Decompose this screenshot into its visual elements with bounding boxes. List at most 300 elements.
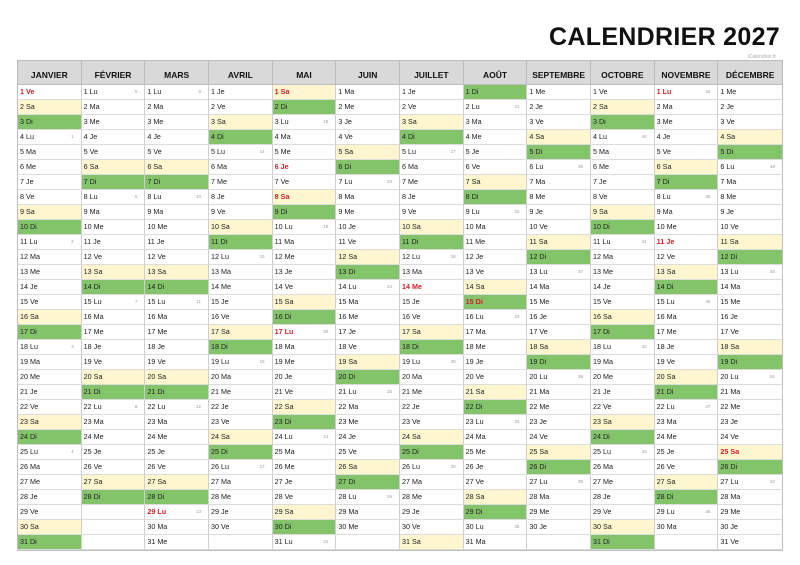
day-cell[interactable] — [718, 220, 782, 235]
day-cell[interactable] — [718, 460, 782, 475]
day-cell[interactable] — [464, 370, 528, 385]
day-cell[interactable] — [273, 535, 337, 550]
day-cell[interactable] — [591, 385, 655, 400]
day-cell[interactable] — [527, 505, 591, 520]
day-cell[interactable] — [591, 415, 655, 430]
day-cell[interactable] — [209, 190, 273, 205]
day-cell[interactable] — [336, 355, 400, 370]
day-cell[interactable] — [18, 265, 82, 280]
day-cell[interactable] — [400, 295, 464, 310]
day-cell[interactable] — [400, 535, 464, 550]
day-cell[interactable] — [464, 400, 528, 415]
day-cell[interactable] — [718, 295, 782, 310]
day-cell[interactable] — [527, 220, 591, 235]
day-cell[interactable] — [400, 220, 464, 235]
day-cell[interactable] — [18, 505, 82, 520]
day-cell[interactable] — [273, 205, 337, 220]
day-cell[interactable] — [527, 445, 591, 460]
day-cell[interactable] — [400, 355, 464, 370]
day-cell[interactable] — [273, 265, 337, 280]
day-cell[interactable] — [145, 325, 209, 340]
day-cell[interactable] — [336, 520, 400, 535]
day-cell[interactable] — [145, 310, 209, 325]
day-cell[interactable] — [18, 400, 82, 415]
day-cell[interactable] — [718, 325, 782, 340]
day-cell[interactable] — [655, 235, 719, 250]
day-cell[interactable] — [718, 280, 782, 295]
day-cell[interactable] — [655, 520, 719, 535]
day-cell[interactable] — [18, 490, 82, 505]
day-cell[interactable] — [145, 415, 209, 430]
day-cell[interactable] — [145, 235, 209, 250]
day-cell[interactable] — [336, 370, 400, 385]
day-cell[interactable] — [400, 370, 464, 385]
day-cell[interactable] — [273, 520, 337, 535]
day-cell[interactable] — [591, 325, 655, 340]
day-cell[interactable] — [209, 505, 273, 520]
day-cell[interactable] — [464, 100, 528, 115]
day-cell[interactable] — [400, 145, 464, 160]
day-cell[interactable] — [82, 115, 146, 130]
day-cell[interactable] — [591, 505, 655, 520]
day-cell[interactable] — [273, 235, 337, 250]
day-cell[interactable] — [273, 325, 337, 340]
day-cell[interactable] — [400, 325, 464, 340]
day-cell[interactable] — [145, 85, 209, 100]
day-cell[interactable] — [273, 145, 337, 160]
day-cell[interactable] — [82, 430, 146, 445]
day-cell[interactable] — [464, 415, 528, 430]
day-cell[interactable] — [18, 130, 82, 145]
day-cell[interactable] — [591, 235, 655, 250]
day-cell[interactable] — [464, 205, 528, 220]
day-cell[interactable] — [18, 370, 82, 385]
day-cell[interactable] — [273, 445, 337, 460]
day-cell[interactable] — [718, 535, 782, 550]
day-cell[interactable] — [145, 160, 209, 175]
day-cell[interactable] — [591, 115, 655, 130]
day-cell[interactable] — [336, 385, 400, 400]
day-cell[interactable] — [400, 175, 464, 190]
day-cell[interactable] — [145, 265, 209, 280]
day-cell[interactable] — [718, 250, 782, 265]
day-cell[interactable] — [209, 160, 273, 175]
day-cell[interactable] — [273, 415, 337, 430]
day-cell[interactable] — [209, 415, 273, 430]
day-cell[interactable] — [527, 520, 591, 535]
day-cell[interactable] — [273, 295, 337, 310]
day-cell[interactable] — [209, 460, 273, 475]
day-cell[interactable] — [655, 160, 719, 175]
day-cell[interactable] — [209, 490, 273, 505]
day-cell[interactable] — [273, 130, 337, 145]
day-cell[interactable] — [718, 385, 782, 400]
day-cell[interactable] — [209, 235, 273, 250]
day-cell[interactable] — [18, 385, 82, 400]
day-cell[interactable] — [336, 205, 400, 220]
day-cell[interactable] — [18, 175, 82, 190]
day-cell[interactable] — [82, 250, 146, 265]
day-cell[interactable] — [527, 205, 591, 220]
day-cell[interactable] — [18, 235, 82, 250]
day-cell[interactable] — [82, 295, 146, 310]
day-cell[interactable] — [336, 130, 400, 145]
day-cell[interactable] — [273, 385, 337, 400]
day-cell[interactable] — [336, 145, 400, 160]
day-cell[interactable] — [209, 310, 273, 325]
day-cell[interactable] — [591, 475, 655, 490]
day-cell[interactable] — [209, 115, 273, 130]
day-cell[interactable] — [209, 445, 273, 460]
day-cell[interactable] — [655, 370, 719, 385]
day-cell[interactable] — [464, 520, 528, 535]
day-cell[interactable] — [209, 340, 273, 355]
day-cell[interactable] — [718, 415, 782, 430]
day-cell[interactable] — [273, 340, 337, 355]
day-cell[interactable] — [655, 415, 719, 430]
day-cell[interactable] — [718, 445, 782, 460]
day-cell[interactable] — [209, 130, 273, 145]
day-cell[interactable] — [400, 490, 464, 505]
day-cell[interactable] — [655, 250, 719, 265]
day-cell[interactable] — [527, 415, 591, 430]
day-cell[interactable] — [655, 145, 719, 160]
day-cell[interactable] — [527, 310, 591, 325]
day-cell[interactable] — [336, 250, 400, 265]
day-cell[interactable] — [209, 175, 273, 190]
day-cell[interactable] — [718, 355, 782, 370]
day-cell[interactable] — [464, 265, 528, 280]
day-cell[interactable] — [273, 220, 337, 235]
day-cell[interactable] — [336, 430, 400, 445]
day-cell[interactable] — [655, 175, 719, 190]
day-cell[interactable] — [209, 280, 273, 295]
day-cell[interactable] — [18, 520, 82, 535]
day-cell[interactable] — [655, 445, 719, 460]
day-cell[interactable] — [464, 445, 528, 460]
day-cell[interactable] — [145, 535, 209, 550]
day-cell[interactable] — [591, 250, 655, 265]
day-cell[interactable] — [591, 190, 655, 205]
day-cell[interactable] — [82, 130, 146, 145]
day-cell[interactable] — [655, 490, 719, 505]
day-cell[interactable] — [464, 355, 528, 370]
day-cell[interactable] — [591, 445, 655, 460]
day-cell[interactable] — [400, 280, 464, 295]
day-cell[interactable] — [464, 505, 528, 520]
day-cell[interactable] — [464, 460, 528, 475]
day-cell[interactable] — [464, 190, 528, 205]
day-cell[interactable] — [591, 310, 655, 325]
day-cell[interactable] — [591, 160, 655, 175]
day-cell[interactable] — [336, 235, 400, 250]
day-cell[interactable] — [273, 310, 337, 325]
day-cell[interactable] — [82, 160, 146, 175]
day-cell[interactable] — [18, 340, 82, 355]
day-cell[interactable] — [718, 115, 782, 130]
day-cell[interactable] — [18, 160, 82, 175]
day-cell[interactable] — [400, 130, 464, 145]
day-cell[interactable] — [145, 385, 209, 400]
day-cell[interactable] — [273, 400, 337, 415]
day-cell[interactable] — [655, 325, 719, 340]
day-cell[interactable] — [145, 370, 209, 385]
day-cell[interactable] — [273, 85, 337, 100]
day-cell[interactable] — [273, 490, 337, 505]
day-cell[interactable] — [336, 475, 400, 490]
day-cell[interactable] — [82, 355, 146, 370]
day-cell[interactable] — [400, 235, 464, 250]
day-cell[interactable] — [145, 175, 209, 190]
day-cell[interactable] — [400, 310, 464, 325]
day-cell[interactable] — [273, 115, 337, 130]
day-cell[interactable] — [145, 280, 209, 295]
day-cell[interactable] — [18, 145, 82, 160]
day-cell[interactable] — [82, 385, 146, 400]
day-cell[interactable] — [527, 100, 591, 115]
day-cell[interactable] — [82, 475, 146, 490]
day-cell[interactable] — [591, 370, 655, 385]
day-cell[interactable] — [464, 310, 528, 325]
day-cell[interactable] — [464, 490, 528, 505]
day-cell[interactable] — [527, 385, 591, 400]
day-cell[interactable] — [400, 385, 464, 400]
day-cell[interactable] — [655, 430, 719, 445]
day-cell[interactable] — [527, 295, 591, 310]
day-cell[interactable] — [464, 295, 528, 310]
day-cell[interactable] — [82, 190, 146, 205]
day-cell[interactable] — [400, 475, 464, 490]
day-cell[interactable] — [336, 115, 400, 130]
day-cell[interactable] — [718, 505, 782, 520]
day-cell[interactable] — [273, 100, 337, 115]
day-cell[interactable] — [209, 220, 273, 235]
day-cell[interactable] — [400, 460, 464, 475]
day-cell[interactable] — [464, 340, 528, 355]
day-cell[interactable] — [18, 85, 82, 100]
day-cell[interactable] — [718, 400, 782, 415]
day-cell[interactable] — [18, 430, 82, 445]
day-cell[interactable] — [209, 100, 273, 115]
day-cell[interactable] — [400, 400, 464, 415]
day-cell[interactable] — [209, 385, 273, 400]
day-cell[interactable] — [718, 430, 782, 445]
day-cell[interactable] — [273, 355, 337, 370]
day-cell[interactable] — [527, 160, 591, 175]
day-cell[interactable] — [82, 415, 146, 430]
day-cell[interactable] — [336, 280, 400, 295]
day-cell[interactable] — [336, 100, 400, 115]
day-cell[interactable] — [464, 325, 528, 340]
day-cell[interactable] — [82, 445, 146, 460]
day-cell[interactable] — [336, 220, 400, 235]
day-cell[interactable] — [591, 205, 655, 220]
day-cell[interactable] — [336, 160, 400, 175]
day-cell[interactable] — [336, 340, 400, 355]
day-cell[interactable] — [18, 205, 82, 220]
day-cell[interactable] — [82, 235, 146, 250]
day-cell[interactable] — [591, 355, 655, 370]
day-cell[interactable] — [718, 475, 782, 490]
day-cell[interactable] — [591, 145, 655, 160]
day-cell[interactable] — [273, 280, 337, 295]
day-cell[interactable] — [400, 160, 464, 175]
day-cell[interactable] — [718, 175, 782, 190]
day-cell[interactable] — [464, 535, 528, 550]
day-cell[interactable] — [464, 475, 528, 490]
day-cell[interactable] — [18, 325, 82, 340]
day-cell[interactable] — [336, 445, 400, 460]
day-cell[interactable] — [591, 265, 655, 280]
day-cell[interactable] — [145, 355, 209, 370]
day-cell[interactable] — [145, 145, 209, 160]
day-cell[interactable] — [82, 370, 146, 385]
day-cell[interactable] — [82, 265, 146, 280]
day-cell[interactable] — [718, 130, 782, 145]
day-cell[interactable] — [209, 265, 273, 280]
day-cell[interactable] — [591, 130, 655, 145]
day-cell[interactable] — [18, 415, 82, 430]
day-cell[interactable] — [400, 190, 464, 205]
day-cell[interactable] — [400, 520, 464, 535]
day-cell[interactable] — [400, 205, 464, 220]
day-cell[interactable] — [655, 400, 719, 415]
day-cell[interactable] — [464, 115, 528, 130]
day-cell[interactable] — [655, 295, 719, 310]
day-cell[interactable] — [718, 100, 782, 115]
day-cell[interactable] — [145, 505, 209, 520]
day-cell[interactable] — [145, 115, 209, 130]
day-cell[interactable] — [336, 295, 400, 310]
day-cell[interactable] — [336, 190, 400, 205]
day-cell[interactable] — [400, 430, 464, 445]
day-cell[interactable] — [145, 400, 209, 415]
day-cell[interactable] — [400, 115, 464, 130]
day-cell[interactable] — [18, 445, 82, 460]
day-cell[interactable] — [145, 490, 209, 505]
day-cell[interactable] — [82, 280, 146, 295]
day-cell[interactable] — [464, 280, 528, 295]
day-cell[interactable] — [464, 385, 528, 400]
day-cell[interactable] — [527, 85, 591, 100]
day-cell[interactable] — [18, 460, 82, 475]
day-cell[interactable] — [718, 160, 782, 175]
day-cell[interactable] — [591, 85, 655, 100]
day-cell[interactable] — [655, 265, 719, 280]
day-cell[interactable] — [591, 490, 655, 505]
day-cell[interactable] — [273, 460, 337, 475]
day-cell[interactable] — [718, 145, 782, 160]
day-cell[interactable] — [82, 220, 146, 235]
day-cell[interactable] — [145, 475, 209, 490]
day-cell[interactable] — [82, 460, 146, 475]
day-cell[interactable] — [336, 265, 400, 280]
day-cell[interactable] — [527, 370, 591, 385]
day-cell[interactable] — [655, 460, 719, 475]
day-cell[interactable] — [527, 280, 591, 295]
day-cell[interactable] — [209, 430, 273, 445]
day-cell[interactable] — [273, 505, 337, 520]
day-cell[interactable] — [591, 520, 655, 535]
day-cell[interactable] — [718, 265, 782, 280]
day-cell[interactable] — [527, 175, 591, 190]
day-cell[interactable] — [655, 310, 719, 325]
day-cell[interactable] — [273, 430, 337, 445]
day-cell[interactable] — [464, 145, 528, 160]
day-cell[interactable] — [273, 250, 337, 265]
day-cell[interactable] — [145, 100, 209, 115]
day-cell[interactable] — [336, 175, 400, 190]
day-cell[interactable] — [18, 220, 82, 235]
day-cell[interactable] — [336, 400, 400, 415]
day-cell[interactable] — [655, 130, 719, 145]
day-cell[interactable] — [400, 250, 464, 265]
day-cell[interactable] — [655, 85, 719, 100]
day-cell[interactable] — [336, 460, 400, 475]
day-cell[interactable] — [18, 115, 82, 130]
day-cell[interactable] — [655, 355, 719, 370]
day-cell[interactable] — [527, 325, 591, 340]
day-cell[interactable] — [718, 370, 782, 385]
day-cell[interactable] — [591, 340, 655, 355]
day-cell[interactable] — [336, 85, 400, 100]
day-cell[interactable] — [591, 400, 655, 415]
day-cell[interactable] — [718, 205, 782, 220]
day-cell[interactable] — [527, 115, 591, 130]
day-cell[interactable] — [527, 190, 591, 205]
day-cell[interactable] — [400, 415, 464, 430]
day-cell[interactable] — [718, 310, 782, 325]
day-cell[interactable] — [18, 100, 82, 115]
day-cell[interactable] — [591, 100, 655, 115]
day-cell[interactable] — [145, 130, 209, 145]
day-cell[interactable] — [18, 250, 82, 265]
day-cell[interactable] — [464, 160, 528, 175]
day-cell[interactable] — [273, 475, 337, 490]
day-cell[interactable] — [145, 340, 209, 355]
day-cell[interactable] — [655, 475, 719, 490]
day-cell[interactable] — [82, 85, 146, 100]
day-cell[interactable] — [209, 475, 273, 490]
day-cell[interactable] — [82, 490, 146, 505]
day-cell[interactable] — [18, 310, 82, 325]
day-cell[interactable] — [18, 355, 82, 370]
day-cell[interactable] — [18, 535, 82, 550]
day-cell[interactable] — [18, 475, 82, 490]
day-cell[interactable] — [18, 190, 82, 205]
day-cell[interactable] — [82, 175, 146, 190]
day-cell[interactable] — [591, 280, 655, 295]
day-cell[interactable] — [336, 310, 400, 325]
day-cell[interactable] — [209, 520, 273, 535]
day-cell[interactable] — [18, 280, 82, 295]
day-cell[interactable] — [145, 205, 209, 220]
day-cell[interactable] — [209, 370, 273, 385]
day-cell[interactable] — [209, 250, 273, 265]
day-cell[interactable] — [527, 265, 591, 280]
day-cell[interactable] — [655, 505, 719, 520]
day-cell[interactable] — [400, 340, 464, 355]
day-cell[interactable] — [273, 190, 337, 205]
day-cell[interactable] — [273, 175, 337, 190]
day-cell[interactable] — [82, 145, 146, 160]
day-cell[interactable] — [718, 235, 782, 250]
day-cell[interactable] — [82, 205, 146, 220]
day-cell[interactable] — [718, 190, 782, 205]
day-cell[interactable] — [527, 475, 591, 490]
day-cell[interactable] — [209, 145, 273, 160]
day-cell[interactable] — [273, 370, 337, 385]
